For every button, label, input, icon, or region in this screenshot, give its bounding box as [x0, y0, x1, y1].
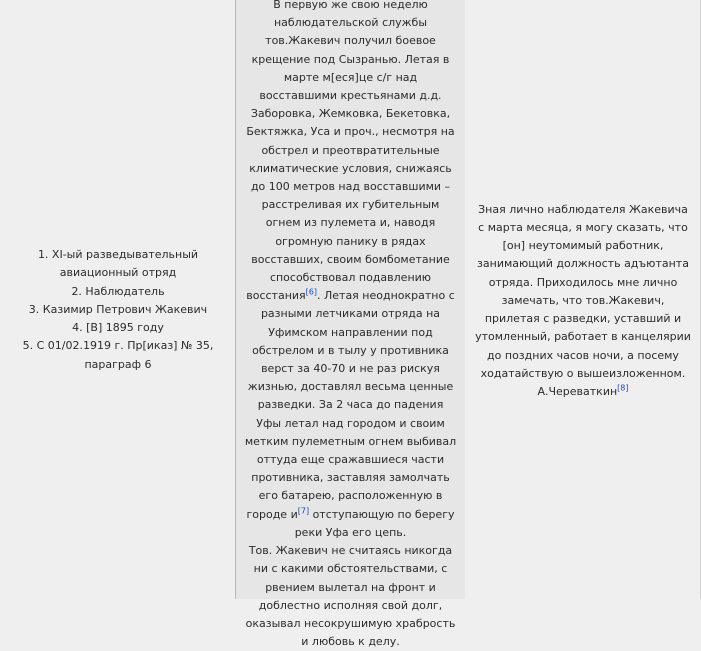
info-line-birth-year: 4. [В] 1895 году	[72, 321, 164, 335]
table-cell-merits	[236, 0, 465, 649]
table-cell-commander-opinion	[465, 0, 701, 599]
info-line-order: 5. С 01/02.1919 г. Пр[иказ] № 35,	[22, 339, 214, 353]
merits-paragraph-part: отступающую по берегу реки Уфа его цепь.	[294, 507, 455, 539]
footnote-link-7[interactable]: [7]	[297, 506, 310, 516]
info-line-position: 2. Наблюдатель	[71, 284, 165, 298]
merits-text	[236, 0, 465, 651]
footnote-ref[interactable]	[306, 288, 317, 297]
info-line-name: 3. Казимир Петрович Жакевич	[28, 302, 208, 316]
info-line-unit-cont: авиационный отряд	[59, 266, 177, 280]
merits-paragraph-part: В первую же свою неделю наблюдательской службы тов.Жакевич получил боевое крещение под Сызранью. Летая в марте м[еся]це с/г над восставшими крестьянами д.д. Заборовка, Жемковка, Бекетовка, Бектяжка, Уса и проч., несмотря на обстрел и преотвратительные климатические условия, снижаясь до 100 метров над восставшими – расстреливая их губительным огнем из пулемета и, наводя огромную панику в рядах восставших, своим бомбометание способствовал подавлению восстания	[246, 0, 455, 303]
info-line-unit: 1. XI-ый разведывательный	[37, 248, 199, 262]
personal-info-list	[0, 246, 236, 373]
table-cell-personal-info	[0, 0, 236, 599]
footnote-ref[interactable]	[617, 383, 628, 392]
footnote-link-8[interactable]: [8]	[617, 383, 629, 393]
footnote-link-6[interactable]: [6]	[305, 287, 317, 297]
opinion-paragraph: Зная лично наблюдателя Жакевича с марта месяца, я могу сказать, что [он] неутомимый работник, занимающий должность адъютанта отряда. Приходилось мне лично замечать, что тов.Жакевич, прилетая с разведки, уставший и утомленный, работает в канцелярии до поздних часов ночи, а посему ходатайствую о вышеизложенном. А.Череваткин	[475, 202, 691, 398]
merits-paragraph-part: . Летая неоднократно с разными летчиками отряда на Уфимском направлении под обстрелом и в тылу у противника верст за 40-70 и не раз рискуя жизнью, доставлял весьма ценные разведки. За 2 часа до падения Уфы летал над городом и своим метким пулеметным огнем выбивал оттуда еще сражавшиеся части противника, заставляя замолчать его батарею, расположенную в городе и	[244, 289, 457, 521]
footnote-ref[interactable]	[298, 506, 309, 515]
merits-paragraph-2: Тов. Жакевич не считаясь никогда ни с какими обстоятельствами, с рвением вылетал на фронт и доблестно исполняя свой долг, оказывал несокрушимую храбрость и любовь к делу.	[245, 544, 456, 649]
opinion-text	[465, 201, 701, 401]
info-line-paragraph: параграф 6	[84, 357, 152, 371]
